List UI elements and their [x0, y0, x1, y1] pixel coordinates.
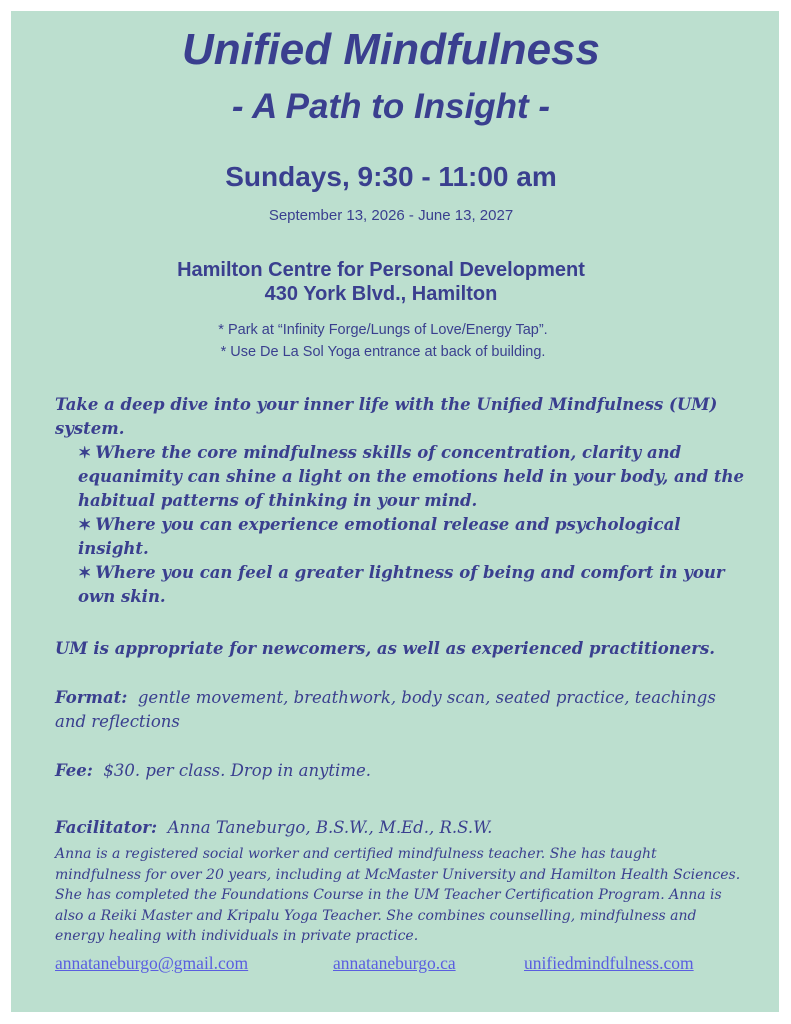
um-site-link[interactable]: unifiedmindfulness.com	[524, 953, 694, 973]
venue-notes	[11, 319, 755, 363]
page-subtitle: - A Path to Insight -	[231, 87, 551, 126]
contact-links	[55, 953, 745, 977]
email-link[interactable]: annataneburgo@gmail.com	[55, 953, 249, 973]
star-bullet-icon: ✶	[78, 563, 92, 582]
benefit-list	[78, 441, 748, 609]
star-bullet-icon: ✶	[78, 443, 92, 462]
date-range: September 13, 2026 - June 13, 2027	[268, 207, 514, 224]
list-item-text: Where you can feel a greater lightness of being and comfort in your own skin.	[78, 563, 725, 606]
venue-address: 430 York Blvd., Hamilton	[264, 283, 498, 305]
format-line	[55, 686, 745, 734]
fee-line	[55, 759, 745, 783]
facilitator-value: Anna Taneburgo, B.S.W., M.Ed., R.S.W.	[167, 818, 493, 837]
list-item	[78, 561, 748, 609]
list-item-text: Where you can experience emotional release and psychological insight.	[78, 515, 681, 558]
format-label: Format:	[55, 688, 128, 707]
intro-paragraph: Take a deep dive into your inner life with the Unified Mindfulness (UM) system.	[55, 395, 718, 438]
star-bullet-icon: ✶	[78, 515, 92, 534]
format-value: gentle movement, breathwork, body scan, seated practice, teachings and reflections	[55, 688, 716, 731]
list-item	[78, 441, 748, 513]
flyer-page	[11, 11, 779, 1012]
fee-value: $30. per class. Drop in anytime.	[103, 761, 371, 780]
facilitator-label: Facilitator:	[55, 818, 158, 837]
venue-block	[11, 258, 751, 306]
page-title: Unified Mindfulness	[182, 25, 600, 74]
list-item	[78, 513, 748, 561]
fee-label: Fee:	[55, 761, 93, 780]
audience-statement: UM is appropriate for newcomers, as well as experienced practitioners.	[55, 639, 715, 658]
parking-note: * Park at “Infinity Forge/Lungs of Love/Energy Tap”.	[218, 322, 548, 338]
facilitator-bio: Anna is a registered social worker and certified mindfulness teacher. She has taught mindfulness for over 20 years, including at McMaster University and Hamilton Health Sciences. She has completed the Foundations Course in the UM Teacher Certification Program. Anna is also a Reiki Master and Kripalu Yoga Teacher. She combines counselling, mindfulness and energy healing with individuals in private practice.	[55, 846, 741, 944]
list-item-text: Where the core mindfulness skills of concentration, clarity and equanimity can shine a light on the emotions held in your body, and the habitual patterns of thinking in your mind.	[78, 443, 745, 510]
schedule-heading: Sundays, 9:30 - 11:00 am	[225, 161, 557, 192]
facilitator-line	[55, 816, 745, 840]
entrance-note: * Use De La Sol Yoga entrance at back of building.	[220, 344, 546, 360]
website-link[interactable]: annataneburgo.ca	[333, 953, 456, 973]
venue-name: Hamilton Centre for Personal Development	[177, 259, 585, 281]
